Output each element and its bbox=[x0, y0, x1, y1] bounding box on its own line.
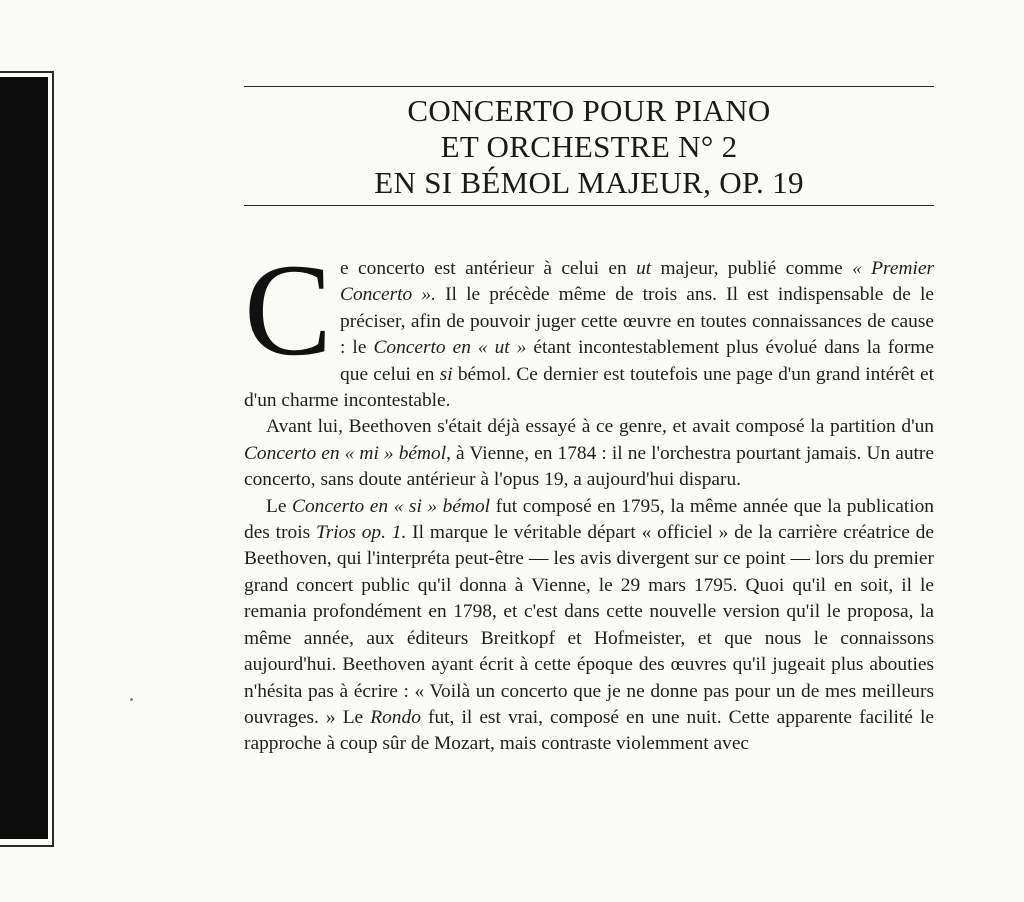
p3-text-4: fut, il est vrai, composé en une nuit. Cette apparente facilité le rapproche à coup sûr de Mozart, mais contraste violemment avec bbox=[244, 706, 934, 755]
p1-text-2: majeur, publié comme bbox=[651, 258, 853, 279]
paper-speck bbox=[130, 698, 133, 701]
p3-text-1: Le bbox=[266, 495, 293, 517]
body-text bbox=[244, 236, 935, 758]
p3-italic-2: Trios op. 1. bbox=[316, 522, 407, 544]
p3-italic-1: Concerto en « si » bémol bbox=[292, 495, 491, 517]
p2-italic-1: Concerto en « mi » bémol bbox=[244, 442, 447, 464]
paragraph-2 bbox=[244, 414, 934, 493]
p3-text-2: fut composé en 1795, la même année que la publication des trois bbox=[244, 495, 935, 544]
p3-text-3: Il marque le véritable départ « officiel » de la carrière créatrice de Beethoven, qui l'interpréta peut-être — les avis divergent sur ce point — lors du premier grand concert public qu'il donna à Vienne, le 29 mars 1795. Quoi qu'il en soit, il le remania profondément en 1798, et c'est dans cette nouvelle version qu'il le proposa, la même année, aux éditeurs Breitkopf et Hofmeister, et que nous le connaissons aujourd'hui. Beethoven ayant écrit à cette époque des œuvres qu'il jugeait plus abouties n'hésita pas à écrire : « Voilà un concerto que je ne donne pas pour un de mes meilleurs ouvrages. » Le bbox=[244, 522, 934, 728]
paragraph-3 bbox=[244, 494, 934, 758]
title-line-3: EN SI BÉMOL MAJEUR, OP. 19 bbox=[374, 165, 804, 200]
p1-italic-1: ut bbox=[636, 258, 652, 279]
p1-text-1: e concerto est antérieur à celui en bbox=[340, 258, 637, 279]
bottom-rule bbox=[244, 205, 934, 206]
p1-italic-4: si bbox=[439, 363, 453, 385]
left-page-frame bbox=[0, 71, 54, 847]
page-title bbox=[244, 93, 934, 201]
p1-text-3: Il le précède même de trois ans. Il est indispensable de le préciser, afin de pouvoir juger cette œuvre en toutes connaissances de cause : le bbox=[340, 284, 934, 359]
drop-cap: C bbox=[244, 236, 333, 383]
title-line-1: CONCERTO POUR PIANO bbox=[407, 93, 771, 128]
paragraph-1 bbox=[244, 236, 934, 414]
p1-text-5: bémol. Ce dernier est toutefois une page d'un grand intérêt et d'un charme incontestable. bbox=[244, 363, 934, 412]
p1-italic-2: « Premier Concerto ». bbox=[340, 258, 934, 306]
top-rule bbox=[244, 86, 934, 87]
p2-text-1: Avant lui, Beethoven s'était déjà essayé à ce genre, et avait composé la partition d'un bbox=[266, 416, 934, 438]
p2-text-2: , à Vienne, en 1784 : il ne l'orchestra pourtant jamais. Un autre concerto, sans doute antérieur à l'opus 19, a aujourd'hui disparu. bbox=[244, 442, 934, 491]
document-page bbox=[244, 86, 934, 758]
p3-italic-3: Rondo bbox=[370, 706, 421, 728]
p1-text-4: étant incontestablement plus évolué dans la forme que celui en bbox=[340, 337, 934, 385]
left-black-panel bbox=[0, 77, 48, 839]
p1-italic-3: Concerto en « ut » bbox=[373, 337, 527, 359]
title-line-2: ET ORCHESTRE N° 2 bbox=[440, 129, 738, 164]
